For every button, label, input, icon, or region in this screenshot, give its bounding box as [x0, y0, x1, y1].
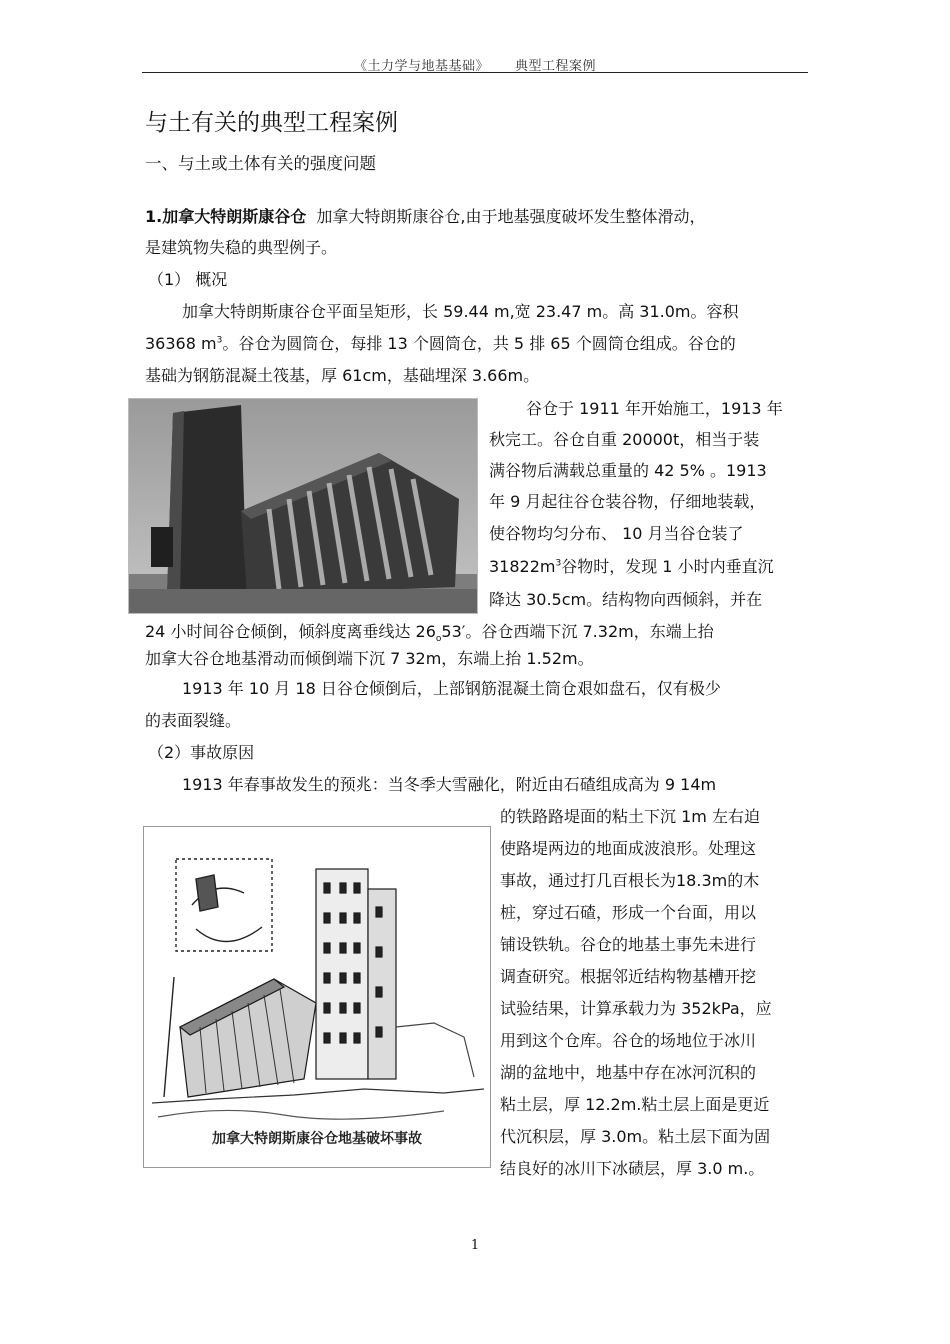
construction-line4: 年 9 月起往谷仓装谷物，仔细地装载，: [489, 492, 766, 511]
causes-line11: 粘土层，厚 12.2m.粘土层上面是更近: [500, 1095, 770, 1114]
causes-line1: 1913 年春事故发生的预兆：当冬季大雪融化，附近由石碴组成高为 9 14m: [182, 775, 717, 794]
header-rule: [142, 72, 808, 73]
causes-line7: 调查研究。根据邻近结构物基槽开挖: [500, 967, 757, 986]
construction-line3: 满谷物后满载总重量的 42 5% 。1913: [489, 461, 767, 480]
causes-line8: 试验结果，计算承载力为 352kPa，应: [500, 999, 772, 1018]
causes-line13: 结良好的冰川下冰碛层，厚 3.0 m.。: [500, 1159, 765, 1178]
cubic-superscript-2: 3: [555, 558, 562, 569]
case-intro-line2: 是建筑物失稳的典型例子。: [145, 238, 338, 257]
section-heading: 一、与土或土体有关的强度问题: [145, 154, 376, 173]
subheading-causes: （2）事故原因: [148, 743, 255, 762]
document-title: 与土有关的典型工程案例: [145, 110, 398, 136]
tilted-silo-photo-illustration: [129, 399, 477, 613]
case-name: 加拿大特朗斯康谷仓: [162, 207, 307, 226]
causes-line12: 代沉积层，厚 3.0m。粘土层下面为固: [500, 1127, 771, 1146]
overview-line2: [145, 328, 736, 359]
construction-line5: 使谷物均匀分布、 10 月当谷仓装了: [489, 524, 744, 543]
causes-line10: 湖的盆地中，地基中存在冰河沉积的: [500, 1063, 757, 1082]
case-number: 1.: [145, 207, 163, 226]
overview-line3: 基础为钢筋混凝土筏基，厚 61cm，基础埋深 3.66m。: [145, 366, 540, 385]
construction-line6-rest: 谷物时，发现 1 小时内垂直沉: [561, 557, 774, 576]
causes-line6: 铺设铁轨。谷仓的地基土事先未进行: [500, 935, 757, 954]
causes-line4: 事故，通过打几百根长为18.3m的木: [500, 871, 760, 890]
causes-line9: 用到这个仓库。谷仓的场地位于冰川: [500, 1031, 757, 1050]
construction-line2: 秋完工。谷仓自重 20000t，相当于装: [489, 430, 760, 449]
failure-sketch-figure: [143, 826, 491, 1168]
case-intro: 加拿大特朗斯康谷仓,由于地基强度破坏发生整体滑动，: [316, 207, 706, 226]
failure-sketch-illustration: [144, 827, 490, 1127]
header-book-title: 《土力学与地基基础》: [353, 59, 489, 74]
degree-mark: o: [435, 634, 442, 645]
construction-line9: 加拿大谷仓地基滑动而倾倒端下沉 7 32m，东端上抬 1.52m。: [145, 649, 594, 668]
tilt-text: 24 小时间谷仓倾倒，倾斜度离垂线达 26: [145, 622, 436, 641]
subheading-overview: （1） 概况: [148, 270, 228, 289]
page-number: 1: [470, 1238, 480, 1253]
construction-line1: 谷仓于 1911 年开始施工，1913 年: [526, 399, 783, 418]
grain-elevator-photo: [128, 398, 478, 614]
overview-line2-rest: 。谷仓为圆筒仓，每排 13 个圆筒仓，共 5 排 65 个圆筒仓组成。谷仓的: [222, 334, 736, 353]
causes-line5: 桩，穿过石碴，形成一个台面，用以: [500, 903, 757, 922]
aftermath-line2: 的表面裂缝。: [145, 711, 242, 730]
causes-line3: 使路堤两边的地面成波浪形。处理这: [500, 839, 757, 858]
header-section-title: 典型工程案例: [515, 59, 597, 74]
construction-line7: 降达 30.5cm。结构物向西倾斜，并在: [489, 590, 763, 609]
causes-line2: 的铁路路堤面的粘土下沉 1m 左右迫: [500, 807, 760, 826]
case-heading-line: [145, 201, 706, 232]
construction-line6: [489, 551, 774, 582]
overview-line1: 加拿大特朗斯康谷仓平面呈矩形，长 59.44 m,宽 23.47 m。高 31.0m。容积: [182, 302, 739, 321]
cubic-superscript: 3: [216, 335, 223, 346]
tilt-text-rest: 53′。谷仓西端下沉 7.32m，东端上抬: [441, 622, 714, 641]
grain-volume-value: 31822m: [489, 557, 556, 576]
figure-caption: 加拿大特朗斯康谷仓地基破坏事故: [212, 1131, 422, 1147]
volume-value: 36368 m: [145, 334, 217, 353]
aftermath-line1: 1913 年 10 月 18 日谷仓倾倒后，上部钢筋混凝土筒仓艰如盘石，仅有极少: [182, 679, 721, 698]
